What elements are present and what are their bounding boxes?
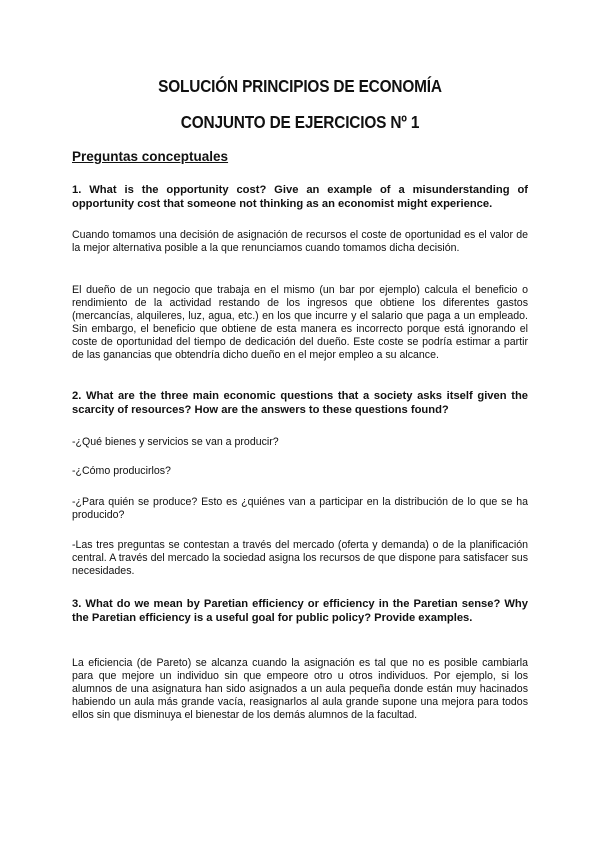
document-subtitle: CONJUNTO DE EJERCICIOS Nº 1 [180, 112, 420, 132]
question-3: 3. What do we mean by Paretian efficiency or efficiency in the Paretian sense? Why the Paretian efficiency is a useful goal for public policy? Provide examples. [72, 598, 528, 624]
answer-3-paragraph: La eficiencia (de Pareto) se alcanza cuando la asignación es tal que no es posible cambiarla para que mejore un individuo sin que empeore otro u otros individuos. Por ejemplo, si los alumnos de una asignatura han sido asignados a un aula pequeña donde están muy hacinados habiendo un aula más grande vacía, reasignarlos al aula grande supone una mejora para todos ellos sin que disminuya el bienestar de los demás alumnos de la facultad. [72, 657, 528, 721]
answer-2-item-4: -Las tres preguntas se contestan a través del mercado (oferta y demanda) o de la planificación central. A través del mercado la sociedad asigna los recursos de que dispone para satisfacer sus necesidades. [72, 539, 528, 577]
question-1: 1. What is the opportunity cost? Give an example of a misunderstanding of opportunity cost that someone not thinking as an economist might experience. [72, 184, 528, 210]
answer-2-item-1: -¿Qué bienes y servicios se van a producir? [72, 436, 279, 448]
document-title: SOLUCIÓN PRINCIPIOS DE ECONOMÍA [158, 76, 442, 96]
question-2: 2. What are the three main economic questions that a society asks itself given the scarcity of resources? How are the answers to these questions found? [72, 390, 528, 416]
section-heading: Preguntas conceptuales [72, 149, 229, 164]
answer-2-item-3: -¿Para quién se produce? Esto es ¿quiénes van a participar en la distribución de lo que se ha producido? [72, 496, 528, 521]
answer-1-paragraph-2: El dueño de un negocio que trabaja en el mismo (un bar por ejemplo) calcula el beneficio o rendimiento de la actividad restando de los ingresos que obtiene los diferentes gastos (mercancías, alquileres, luz, agua, etc.) en los que incurre y el salario que paga a un empleado. Sin embargo, el beneficio que obtiene de esta manera es incorrecto porque está ignorando el coste de oportunidad del tiempo de dedicación del dueño. Este coste se podría estimar a partir de las ganancias que obtendría dicho dueño en el mejor empleo a su alcance. [72, 284, 528, 361]
answer-2-item-2: -¿Cómo producirlos? [72, 465, 171, 477]
answer-1-paragraph-1: Cuando tomamos una decisión de asignación de recursos el coste de oportunidad es el valor de la mejor alternativa posible a la que renunciamos cuando tomamos dicha decisión. [72, 229, 528, 254]
